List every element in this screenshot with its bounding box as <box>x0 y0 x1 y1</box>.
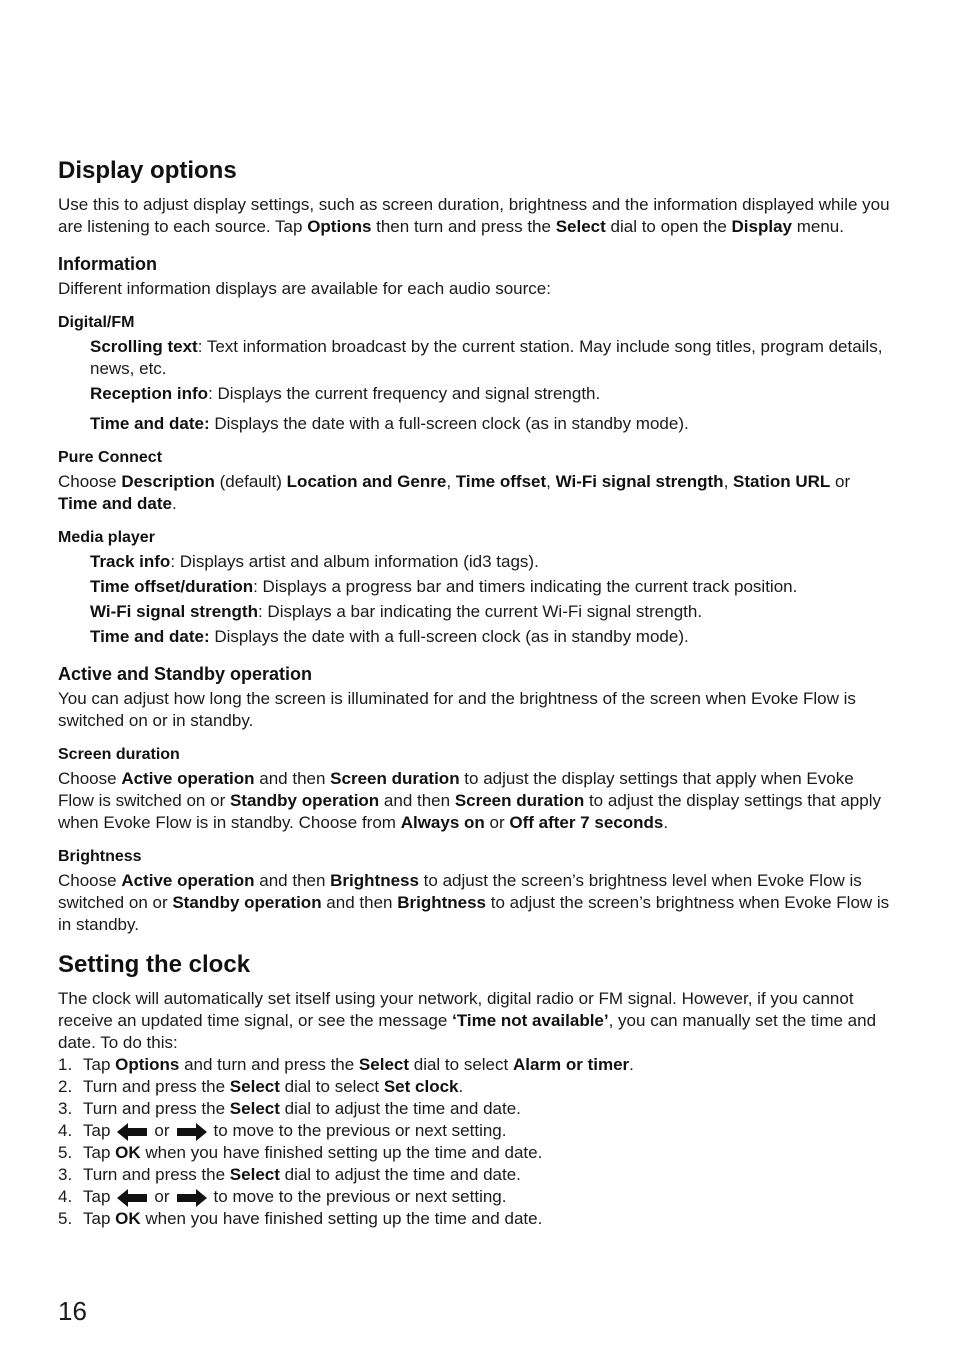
active-standby-text: You can adjust how long the screen is illuminated for and the brightness of the screen when Evoke Flow is switched on or in standby. <box>58 689 856 730</box>
bold-term: Station URL <box>733 472 831 491</box>
bold-term: Time and date: <box>90 627 210 646</box>
digital-fm-item-reception-info <box>58 383 890 405</box>
text-run: Tap <box>83 1187 111 1206</box>
bold-term: Options <box>115 1055 180 1074</box>
right-arrow-icon <box>176 1122 208 1142</box>
text-run: Choose <box>58 769 122 788</box>
text-run: . <box>458 1077 464 1096</box>
bold-term: Active operation <box>121 871 255 890</box>
bold-term: Set clock <box>383 1077 459 1096</box>
media-item-wifi-strength <box>58 601 890 623</box>
text-run: and then <box>254 871 331 890</box>
text-run: and turn and press the <box>179 1055 359 1074</box>
media-item-track-info <box>58 551 890 573</box>
text-run: , <box>546 472 556 491</box>
text-run: Tap <box>83 1055 116 1074</box>
text-run: , <box>446 472 456 491</box>
text-run: Turn and press the <box>83 1099 230 1118</box>
page-content <box>58 156 890 1230</box>
left-arrow-icon <box>116 1122 148 1142</box>
step-number: 4. <box>58 1187 73 1206</box>
bold-term: Screen duration <box>454 791 585 810</box>
page-number: 16 <box>58 1296 87 1326</box>
step-number: 5. <box>58 1209 73 1228</box>
step-text <box>83 1142 542 1164</box>
text-run: or <box>154 1121 170 1140</box>
text-run: dial to select <box>279 1077 384 1096</box>
bold-term: Time and date <box>58 494 172 513</box>
text-run: to adjust the display settings that apply when Evoke Flow is switched on or <box>58 769 854 810</box>
bold-term: Description <box>121 472 215 491</box>
information-text: Different information displays are available for each audio source: <box>58 279 551 298</box>
bold-term: Screen duration <box>330 769 460 788</box>
heading-digital-fm: Digital/FM <box>58 314 135 331</box>
digital-fm-item-time-date <box>58 413 890 435</box>
clock-step <box>58 1054 890 1076</box>
step-number: 3. <box>58 1165 73 1184</box>
text-run: dial to select <box>409 1055 513 1074</box>
digital-fm-item-scrolling-text <box>58 336 890 380</box>
text-run: Tap <box>83 1121 111 1140</box>
clock-step <box>58 1186 890 1208</box>
text-run: and then <box>321 893 398 912</box>
text-run: or <box>484 813 510 832</box>
text-run: then turn and press the <box>371 217 556 236</box>
heading-active-standby: Active and Standby operation <box>58 664 313 684</box>
text-run: Choose <box>58 472 122 491</box>
clock-step <box>58 1120 890 1142</box>
clock-step <box>58 1076 890 1098</box>
bold-term: Standby operation <box>229 791 380 810</box>
bold-term: Time offset <box>455 472 547 491</box>
text-run: (default) <box>214 472 287 491</box>
step-text <box>83 1186 506 1208</box>
clock-steps-list <box>58 1054 890 1230</box>
text-run: to adjust the display settings that apply when Evoke Flow is in standby. Choose from <box>58 791 881 832</box>
step-text <box>83 1120 506 1142</box>
bold-term: OK <box>115 1143 141 1162</box>
text-run: Tap <box>83 1209 116 1228</box>
step-number: 4. <box>58 1121 73 1140</box>
text-run: Tap <box>83 1143 116 1162</box>
brightness-text <box>58 870 890 936</box>
text-run: : Displays the current frequency and signal strength. <box>208 384 601 403</box>
bold-term: Off after 7 seconds <box>509 813 664 832</box>
text-run: to move to the previous or next setting. <box>213 1187 507 1206</box>
clock-intro <box>58 988 890 1054</box>
text-run: Displays the date with a full-screen clock (as in standby mode). <box>209 414 689 433</box>
text-run: or <box>830 472 851 491</box>
text-run: The clock will automatically set itself using your network, digital radio or FM signal. However, if you cannot receive an updated time signal, or see the message <box>58 989 854 1030</box>
section-title-setting-clock: Setting the clock <box>58 951 251 978</box>
section-title-display-options: Display options <box>58 157 237 184</box>
text-run: dial to open the <box>605 217 732 236</box>
step-text <box>83 1054 634 1076</box>
bold-term: Active operation <box>121 769 255 788</box>
text-run: dial to adjust the time and date. <box>279 1165 521 1184</box>
clock-step <box>58 1098 890 1120</box>
bold-term: Select <box>229 1099 280 1118</box>
bold-term: Select <box>229 1165 280 1184</box>
text-run: : Displays a progress bar and timers indicating the current track position. <box>253 577 798 596</box>
text-run: . <box>663 813 669 832</box>
heading-information: Information <box>58 254 157 274</box>
text-run: or <box>154 1187 170 1206</box>
text-run: . <box>172 494 177 513</box>
text-run: when you have finished setting up the time and date. <box>140 1143 543 1162</box>
bold-term: Location and Genre <box>286 472 447 491</box>
text-run: when you have finished setting up the time and date. <box>140 1209 543 1228</box>
pure-connect-text <box>58 471 890 515</box>
bold-term: Select <box>229 1077 280 1096</box>
text-run: to move to the previous or next setting. <box>213 1121 507 1140</box>
bold-term: Standby operation <box>172 893 322 912</box>
bold-term: Track info <box>90 552 171 571</box>
media-item-time-date <box>58 626 890 648</box>
text-run: dial to adjust the time and date. <box>279 1099 521 1118</box>
text-run: Choose <box>58 871 122 890</box>
text-run: Turn and press the <box>83 1165 230 1184</box>
bold-term: Brightness <box>397 893 486 912</box>
step-text <box>83 1098 521 1120</box>
text-run: to adjust the screen’s brightness when Evoke Flow is in standby. <box>58 893 890 934</box>
text-run: . <box>629 1055 634 1074</box>
bold-term: Select <box>555 217 606 236</box>
text-run: , you can manually set the time and date. To do this: <box>58 1011 877 1052</box>
bold-term: Always on <box>400 813 485 832</box>
bold-term: Select <box>358 1055 410 1074</box>
text-run: : Text information broadcast by the current station. May include song titles, program details, news, etc. <box>90 337 883 378</box>
heading-pure-connect: Pure Connect <box>58 449 163 466</box>
heading-media-player: Media player <box>58 529 155 546</box>
clock-step <box>58 1142 890 1164</box>
text-run: and then <box>379 791 455 810</box>
step-number: 5. <box>58 1143 73 1162</box>
text-run: Use this to adjust display settings, such as screen duration, brightness and the information displayed while you are listening to each source. Tap <box>58 195 890 236</box>
bold-term: Display <box>731 217 792 236</box>
clock-step <box>58 1164 890 1186</box>
step-text <box>83 1164 521 1186</box>
text-run: Turn and press the <box>83 1077 230 1096</box>
step-text <box>83 1208 542 1230</box>
step-number: 3. <box>58 1099 73 1118</box>
text-run: : Displays a bar indicating the current Wi-Fi signal strength. <box>257 602 703 621</box>
clock-step <box>58 1208 890 1230</box>
bold-term: Reception info <box>90 384 209 403</box>
media-item-time-offset <box>58 576 890 598</box>
text-run: : Displays artist and album information (id3 tags). <box>170 552 539 571</box>
step-number: 1. <box>58 1055 73 1074</box>
text-run: and then <box>254 769 331 788</box>
bold-term: OK <box>115 1209 141 1228</box>
bold-term: Wi-Fi signal strength <box>555 472 724 491</box>
step-number: 2. <box>58 1077 73 1096</box>
text-run: , <box>723 472 734 491</box>
bold-term: Wi-Fi signal strength <box>90 602 258 621</box>
display-intro <box>58 194 890 238</box>
heading-brightness: Brightness <box>58 848 142 865</box>
bold-term: ‘Time not available’ <box>452 1011 609 1030</box>
bold-term: Options <box>307 217 372 236</box>
bold-term: Time offset/duration <box>90 577 254 596</box>
heading-screen-duration: Screen duration <box>58 746 180 763</box>
screen-duration-text <box>58 768 890 834</box>
text-run: menu. <box>792 217 844 236</box>
bold-term: Alarm or timer <box>512 1055 630 1074</box>
step-text <box>83 1076 463 1098</box>
bold-term: Scrolling text <box>90 337 198 356</box>
right-arrow-icon <box>176 1188 208 1208</box>
left-arrow-icon <box>116 1188 148 1208</box>
text-run: to adjust the screen’s brightness level when Evoke Flow is switched on or <box>58 871 862 912</box>
text-run: Displays the date with a full-screen clock (as in standby mode). <box>209 627 689 646</box>
bold-term: Time and date: <box>90 414 210 433</box>
bold-term: Brightness <box>330 871 419 890</box>
